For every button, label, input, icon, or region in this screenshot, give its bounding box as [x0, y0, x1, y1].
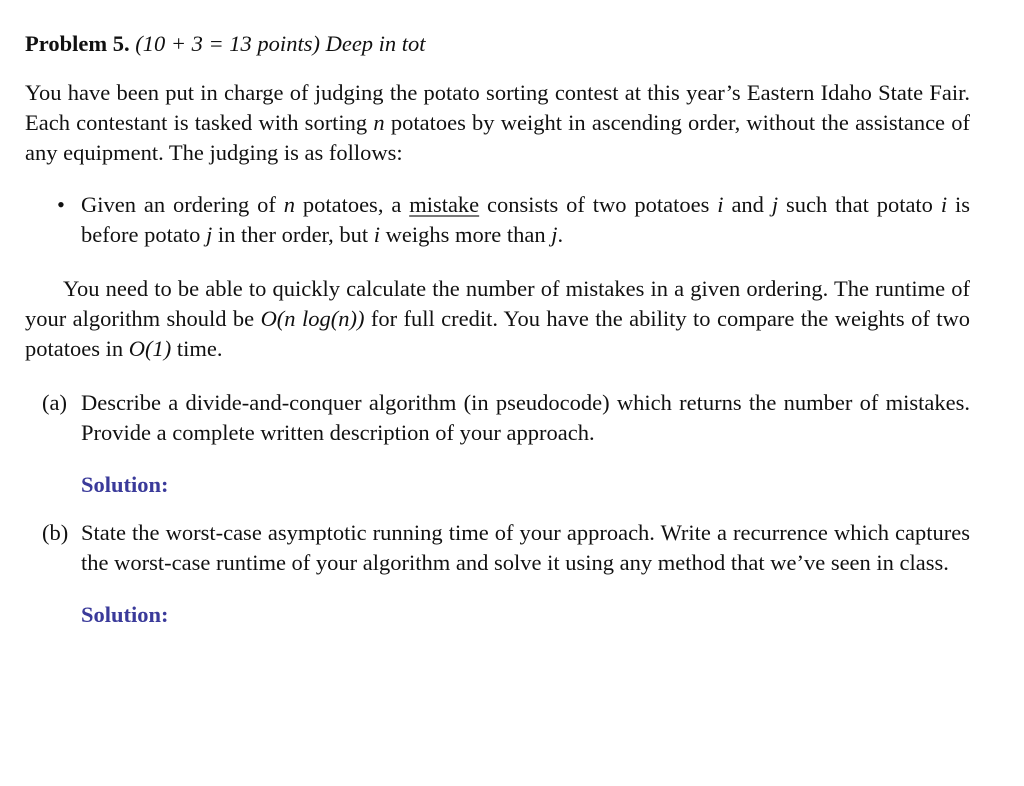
var-i: i — [373, 222, 381, 247]
need-text: You need to be able to quickly calculate the number of mistakes in a given ordering. The runtime of your algorithm should be — [25, 276, 970, 331]
part-a-label: (a) — [42, 390, 67, 415]
problem-header — [25, 26, 970, 62]
rule-item — [57, 190, 970, 250]
problem-points: (10 + 3 = 13 points) — [135, 31, 320, 56]
rule-text: consists of two potatoes — [479, 192, 718, 217]
var-j: j — [551, 222, 558, 247]
rule-text: Given an ordering of — [81, 192, 284, 217]
rule-text: and — [723, 192, 772, 217]
intro-text-1: You have been put in charge of judging the potato sorting contest at this year’s Eastern Idaho State Fair. Each contestant is tasked with sorting — [25, 80, 970, 135]
bullet-icon: • — [57, 192, 65, 217]
need-text: for full credit. You have the ability to compare the weights of two potatoes in — [25, 306, 970, 361]
part-b-label: (b) — [42, 520, 69, 545]
requirements-paragraph — [25, 274, 970, 364]
need-text: time. — [171, 336, 223, 361]
part-a — [25, 388, 970, 448]
rule-text: weighs more than — [380, 222, 552, 247]
mistake-term: mistake — [409, 192, 480, 217]
solution-a-label: Solution: — [81, 472, 169, 497]
intro-paragraph — [25, 78, 970, 168]
rule-text: potatoes, a — [294, 192, 410, 217]
var-n: n — [373, 110, 385, 135]
part-b — [25, 518, 970, 578]
compare-expression: O(1) — [128, 336, 172, 361]
problem-label: Problem 5. — [25, 31, 130, 56]
var-j: j — [771, 192, 779, 217]
var-n: n — [283, 192, 295, 217]
var-j: j — [205, 222, 213, 247]
problem-title: Deep in tot — [325, 31, 426, 56]
judging-rules — [25, 190, 970, 250]
rule-text: is before potato — [81, 192, 970, 247]
solution-b-label: Solution: — [81, 602, 169, 627]
rule-text: such that potato — [778, 192, 941, 217]
intro-text-2: potatoes by weight in ascending order, without the assistance of any equipment. The judging is as follows: — [25, 110, 970, 165]
var-i: i — [940, 192, 948, 217]
rule-text: . — [557, 222, 564, 247]
problem-page — [25, 26, 970, 630]
rule-text: in ther order, but — [212, 222, 374, 247]
var-i: i — [717, 192, 724, 217]
runtime-expression: O(n log(n)) — [260, 306, 365, 331]
part-a-text: Describe a divide-and-conquer algorithm (in pseudocode) which returns the number of mistakes. Provide a complete written description of your approach. — [81, 390, 970, 445]
part-b-text: State the worst-case asymptotic running time of your approach. Write a recurrence which captures the worst-case runtime of your algorithm and solve it using any method that we’ve seen in class. — [81, 520, 970, 575]
